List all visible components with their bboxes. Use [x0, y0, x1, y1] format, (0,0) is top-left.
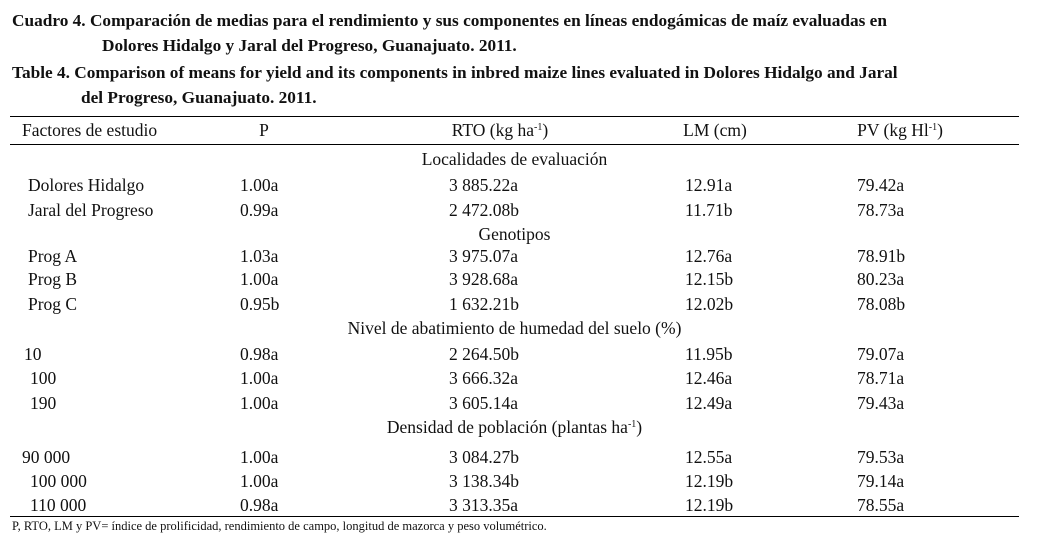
row-factor: Dolores Hidalgo [28, 175, 145, 195]
row-rto: 3 928.68a [449, 269, 519, 289]
row-rto: 3 666.32a [449, 368, 519, 388]
row-rto: 3 084.27b [449, 447, 519, 467]
row-rto: 1 632.21b [449, 294, 519, 314]
row-rto: 2 472.08b [449, 200, 519, 220]
header-pv-close: ) [937, 120, 943, 140]
row-pv: 79.43a [857, 393, 905, 413]
table-bottom-rule [10, 516, 1019, 517]
table-footnote: P, RTO, LM y PV= índice de prolificidad, rendimiento de campo, longitud de mazorca y peso volumétrico. [12, 519, 547, 533]
row-pv: 80.23a [857, 269, 905, 289]
row-pv: 78.73a [857, 200, 905, 220]
row-pv: 79.07a [857, 344, 905, 364]
section-title-humedad: Nivel de abatimiento de humedad del suelo (%) [347, 318, 682, 338]
row-p: 0.95b [240, 294, 280, 314]
row-p: 0.98a [240, 495, 279, 515]
row-lm: 12.91a [685, 175, 733, 195]
row-p: 1.00a [240, 393, 279, 413]
section-title-densidad [10, 416, 1019, 438]
row-pv: 79.42a [857, 175, 905, 195]
section-title-densidad-close: ) [636, 417, 643, 437]
row-p: 1.00a [240, 471, 279, 491]
row-lm: 12.49a [685, 393, 733, 413]
section-title-genotipos: Genotipos [478, 224, 551, 244]
header-rto-text: RTO (kg ha [451, 120, 535, 140]
row-factor: 100 [30, 368, 57, 388]
row-pv: 78.91b [857, 246, 906, 266]
section-title-densidad-sup: -1 [627, 419, 637, 430]
row-p: 1.00a [240, 175, 279, 195]
row-rto: 3 138.34b [449, 471, 519, 491]
row-factor: 100 000 [30, 471, 87, 491]
row-p: 1.00a [240, 447, 279, 467]
row-factor: 10 [24, 344, 42, 364]
header-rto [452, 119, 548, 141]
row-lm: 12.76a [685, 246, 733, 266]
header-pv-text: PV (kg Hl [857, 120, 929, 140]
caption-en-line2: del Progreso, Guanajuato. 2011. [81, 88, 317, 107]
table-top-rule [10, 116, 1019, 117]
row-rto: 3 975.07a [449, 246, 519, 266]
header-lm: LM (cm) [683, 120, 747, 140]
row-lm: 12.15b [685, 269, 734, 289]
header-rto-close: ) [542, 120, 549, 140]
row-factor: 110 000 [30, 495, 87, 515]
header-pv [857, 119, 943, 141]
row-factor: Prog A [28, 246, 78, 266]
row-lm: 12.02b [685, 294, 734, 314]
row-rto: 2 264.50b [449, 344, 519, 364]
row-lm: 12.19b [685, 495, 734, 515]
section-title-densidad-text: Densidad de población (plantas ha [386, 417, 628, 437]
header-factor: Factores de estudio [22, 120, 158, 140]
row-p: 0.99a [240, 200, 279, 220]
row-rto: 3 605.14a [449, 393, 519, 413]
row-p: 1.00a [240, 368, 279, 388]
row-factor: 90 000 [22, 447, 71, 467]
row-p: 1.00a [240, 269, 279, 289]
row-pv: 79.53a [857, 447, 905, 467]
row-pv: 78.08b [857, 294, 906, 314]
row-factor: Prog B [28, 269, 78, 289]
row-lm: 12.19b [685, 471, 734, 491]
row-factor: 190 [30, 393, 57, 413]
row-lm: 11.71b [685, 200, 733, 220]
row-p: 0.98a [240, 344, 279, 364]
row-factor: Prog C [28, 294, 78, 314]
caption-es-line1: Cuadro 4. Comparación de medias para el rendimiento y sus componentes en líneas endogámicas de maíz evaluadas en [12, 11, 887, 30]
section-title-localidades: Localidades de evaluación [421, 149, 608, 169]
row-factor: Jaral del Progreso [28, 200, 154, 220]
header-p: P [259, 120, 269, 140]
header-rto-sup: -1 [534, 122, 543, 133]
table-header-rule [10, 144, 1019, 145]
row-lm: 11.95b [685, 344, 733, 364]
row-rto: 3 885.22a [449, 175, 519, 195]
row-lm: 12.46a [685, 368, 733, 388]
row-pv: 78.55a [857, 495, 905, 515]
row-pv: 79.14a [857, 471, 905, 491]
row-rto: 3 313.35a [449, 495, 519, 515]
header-pv-sup: -1 [928, 122, 938, 133]
caption-es-line2: Dolores Hidalgo y Jaral del Progreso, Guanajuato. 2011. [102, 36, 517, 55]
row-lm: 12.55a [685, 447, 733, 467]
row-pv: 78.71a [857, 368, 905, 388]
row-p: 1.03a [240, 246, 279, 266]
caption-en-line1: Table 4. Comparison of means for yield and its components in inbred maize lines evaluated in Dolores Hidalgo and Jaral [12, 63, 898, 82]
